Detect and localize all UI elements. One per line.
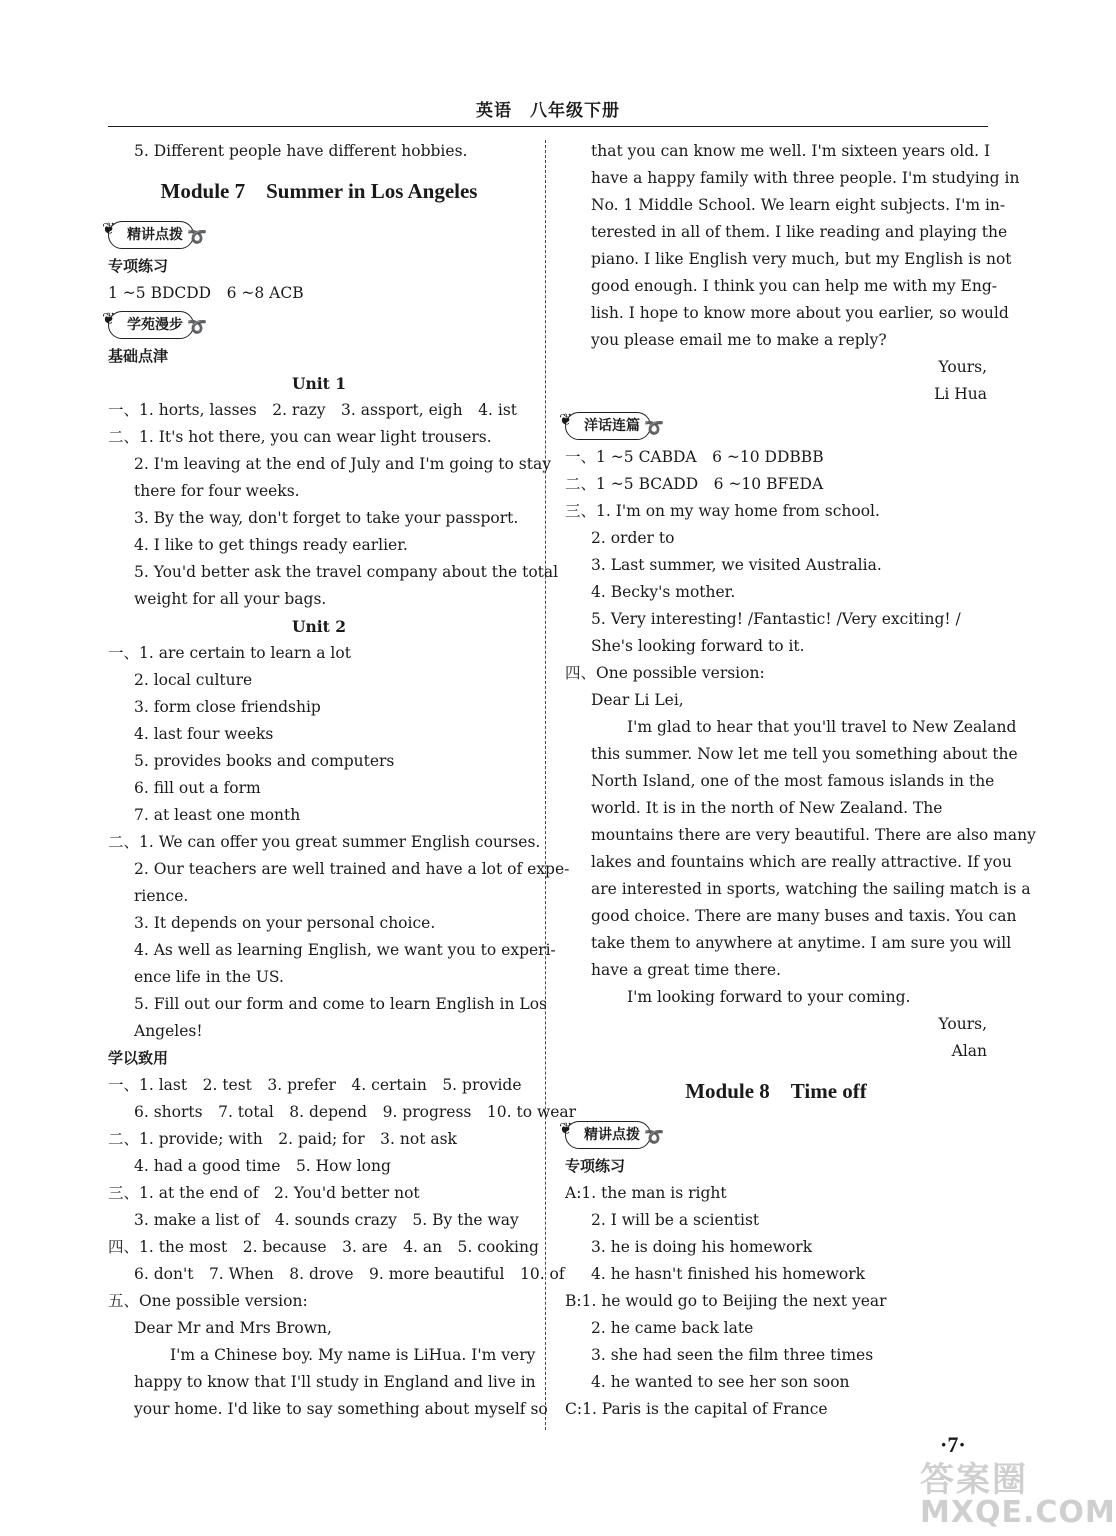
answer-line: 2. order to xyxy=(591,529,675,547)
answer-line: 一、1 ~5 CABDA 6 ~10 DDBBB xyxy=(565,448,824,466)
letter-line: I'm a Chinese boy. My name is LiHua. I'm very xyxy=(170,1346,536,1364)
letter-line: lakes and fountains which are really attractive. If you xyxy=(591,853,1012,871)
answer-line: 2. local culture xyxy=(134,671,253,689)
answer-line: 3. he is doing his homework xyxy=(591,1238,813,1256)
answer-line: 一、1. horts, lasses 2. razy 3. assport, eigh 4. ist xyxy=(108,401,518,419)
unit-1-title: Unit 1 xyxy=(291,374,346,393)
section-label-xueyi: 学以致用 xyxy=(108,1049,169,1067)
letter-line: happy to know that I'll study in England and live in xyxy=(134,1373,536,1391)
answer-line: 二、1 ~5 BCADD 6 ~10 BFEDA xyxy=(565,475,824,493)
badge-row xyxy=(559,408,987,444)
answer-line: 二、1. It's hot there, you can wear light trousers. xyxy=(108,428,492,446)
letter-line: mountains there are very beautiful. There are also many xyxy=(591,826,1036,844)
swirl-icon: ❦ xyxy=(559,410,573,429)
watermark-url: MXQE.COM xyxy=(920,1495,1116,1530)
answer-line: B:1. he would go to Beijing the next year xyxy=(565,1292,887,1310)
swirl-tail-icon: ➰ xyxy=(187,227,207,246)
answer-line: 4. Becky's mother. xyxy=(591,583,736,601)
letter-line: good choice. There are many buses and taxis. You can xyxy=(591,907,1017,925)
answer-line: 五、One possible version: xyxy=(108,1292,308,1310)
letter-line: North Island, one of the most famous islands in the xyxy=(591,772,995,790)
letter-line: I'm glad to hear that you'll travel to New Zealand xyxy=(627,718,1017,736)
answer-line: 3. It depends on your personal choice. xyxy=(134,914,436,932)
answer-line: 三、1. I'm on my way home from school. xyxy=(565,502,880,520)
letter-line: terested in all of them. I like reading and playing the xyxy=(591,223,1008,241)
answer-line: 4. he hasn't finished his homework xyxy=(591,1265,866,1283)
answer-line: 2. Our teachers are well trained and have a lot of expe- xyxy=(134,860,570,878)
letter-signature: Alan xyxy=(951,1042,987,1060)
swirl-icon: ❦ xyxy=(559,1119,573,1138)
answer-line: 4. As well as learning English, we want you to experi- xyxy=(134,941,556,959)
letter-line: lish. I hope to know more about you earlier, so would xyxy=(591,304,1009,322)
answer-line: 一、1. last 2. test 3. prefer 4. certain 5. provide xyxy=(108,1076,522,1094)
answer-line: 4. had a good time 5. How long xyxy=(134,1157,391,1175)
answer-line: ence life in the US. xyxy=(134,968,284,986)
answer-line: 4. last four weeks xyxy=(134,725,274,743)
letter-salutation: Dear Li Lei, xyxy=(591,691,684,709)
answer-line: rience. xyxy=(134,887,189,905)
answer-line: C:1. Paris is the capital of France xyxy=(565,1400,828,1418)
answer-line: 7. at least one month xyxy=(134,806,301,824)
answer-line: 2. I'm leaving at the end of July and I'm going to stay xyxy=(134,455,551,473)
answer-line: 6. don't 7. When 8. drove 9. more beautiful 10. of xyxy=(134,1265,565,1283)
letter-line: take them to anywhere at anytime. I am sure you will xyxy=(591,934,1012,952)
letter-closing: Yours, xyxy=(938,1015,987,1033)
answer-line: She's looking forward to it. xyxy=(591,637,805,655)
column-divider xyxy=(545,140,546,1430)
module-8-title: Module 8 Time off xyxy=(685,1079,867,1103)
answer-line: 3. Last summer, we visited Australia. xyxy=(591,556,882,574)
letter-line: piano. I like English very much, but my English is not xyxy=(591,250,1012,268)
section-label-zhuanxiang: 专项练习 xyxy=(108,257,169,275)
letter-line: No. 1 Middle School. We learn eight subjects. I'm in- xyxy=(591,196,1006,214)
letter-salutation: Dear Mr and Mrs Brown, xyxy=(134,1319,332,1337)
answer-line: 4. I like to get things ready earlier. xyxy=(134,536,408,554)
swirl-tail-icon: ➰ xyxy=(187,317,207,336)
page-number: ·7· xyxy=(940,1432,966,1457)
answer-line: 5. Very interesting! /Fantastic! /Very exciting! / xyxy=(591,610,961,628)
answer-line: 4. he wanted to see her son soon xyxy=(591,1373,850,1391)
answer-line: 2. I will be a scientist xyxy=(591,1211,760,1229)
section-label-jichu: 基础点津 xyxy=(108,347,169,365)
answer-line: weight for all your bags. xyxy=(134,590,327,608)
answer-line: 2. he came back late xyxy=(591,1319,754,1337)
badge-row xyxy=(559,1117,987,1153)
letter-line: that you can know me well. I'm sixteen years old. I xyxy=(591,142,991,160)
letter-line: I'm looking forward to your coming. xyxy=(627,988,911,1006)
badge-row xyxy=(102,307,530,343)
letter-line: good enough. I think you can help me with my Eng- xyxy=(591,277,997,295)
answer-line: 一、1. are certain to learn a lot xyxy=(108,644,351,662)
letter-line: this summer. Now let me tell you something about the xyxy=(591,745,1018,763)
section-badge-yanghua: ❦ 洋话连篇 ➰ xyxy=(565,412,651,440)
letter-line: your home. I'd like to say something about myself so xyxy=(134,1400,548,1418)
swirl-tail-icon: ➰ xyxy=(644,1127,664,1146)
letter-signature: Li Hua xyxy=(934,385,987,403)
header-rule xyxy=(108,126,988,127)
answer-line: 三、1. at the end of 2. You'd better not xyxy=(108,1184,420,1202)
answer-line: 二、1. provide; with 2. paid; for 3. not ask xyxy=(108,1130,457,1148)
watermark xyxy=(920,1452,1116,1532)
letter-line: world. It is in the north of New Zealand. The xyxy=(591,799,943,817)
letter-line: are interested in sports, watching the sailing match is a xyxy=(591,880,1031,898)
swirl-icon: ❦ xyxy=(102,309,116,328)
letter-line: you please email me to make a reply? xyxy=(591,331,887,349)
answer-line: 四、One possible version: xyxy=(565,664,765,682)
answer-line: 5. You'd better ask the travel company about the total xyxy=(134,563,559,581)
swirl-icon: ❦ xyxy=(102,219,116,238)
answer-line: Angeles! xyxy=(134,1022,203,1040)
unit-2-title: Unit 2 xyxy=(291,617,346,636)
page-header: 英语 八年级下册 xyxy=(476,101,620,121)
answer-line: 6. fill out a form xyxy=(134,779,261,797)
watermark-text: 答案圈 xyxy=(920,1460,1028,1500)
answer-line: 二、1. We can offer you great summer English courses. xyxy=(108,833,541,851)
answer-line: 5. Fill out our form and come to learn English in Los xyxy=(134,995,547,1013)
swirl-tail-icon: ➰ xyxy=(644,418,664,437)
section-badge-xueyuan: ❦ 学苑漫步 ➰ xyxy=(108,311,194,339)
letter-line: have a great time there. xyxy=(591,961,782,979)
answer-line: 6. shorts 7. total 8. depend 9. progress 10. to wear xyxy=(134,1103,577,1121)
module-7-title: Module 7 Summer in Los Angeles xyxy=(160,179,478,203)
answer-line: 3. form close friendship xyxy=(134,698,321,716)
section-badge-jingjiang-2: ❦ 精讲点拨 ➰ xyxy=(565,1121,651,1149)
answer-line: A:1. the man is right xyxy=(565,1184,727,1202)
badge-row xyxy=(102,217,530,253)
left-column xyxy=(102,138,577,1423)
answer-line: there for four weeks. xyxy=(134,482,300,500)
letter-line: have a happy family with three people. I'm studying in xyxy=(591,169,1020,187)
answer-line: 3. make a list of 4. sounds crazy 5. By the way xyxy=(134,1211,519,1229)
answer-line: 1 ~5 BDCDD 6 ~8 ACB xyxy=(108,284,304,302)
section-badge-jingjiang: ❦ 精讲点拨 ➰ xyxy=(108,221,194,249)
answer-line: 5. Different people have different hobbies. xyxy=(134,142,468,160)
section-label-zhuanxiang-2: 专项练习 xyxy=(565,1157,626,1175)
answer-line: 3. By the way, don't forget to take your passport. xyxy=(134,509,519,527)
letter-closing: Yours, xyxy=(938,358,987,376)
right-column xyxy=(559,138,1036,1423)
answer-line: 3. she had seen the film three times xyxy=(591,1346,874,1364)
answer-line: 5. provides books and computers xyxy=(134,752,395,770)
answer-line: 四、1. the most 2. because 3. are 4. an 5. cooking xyxy=(108,1238,539,1256)
